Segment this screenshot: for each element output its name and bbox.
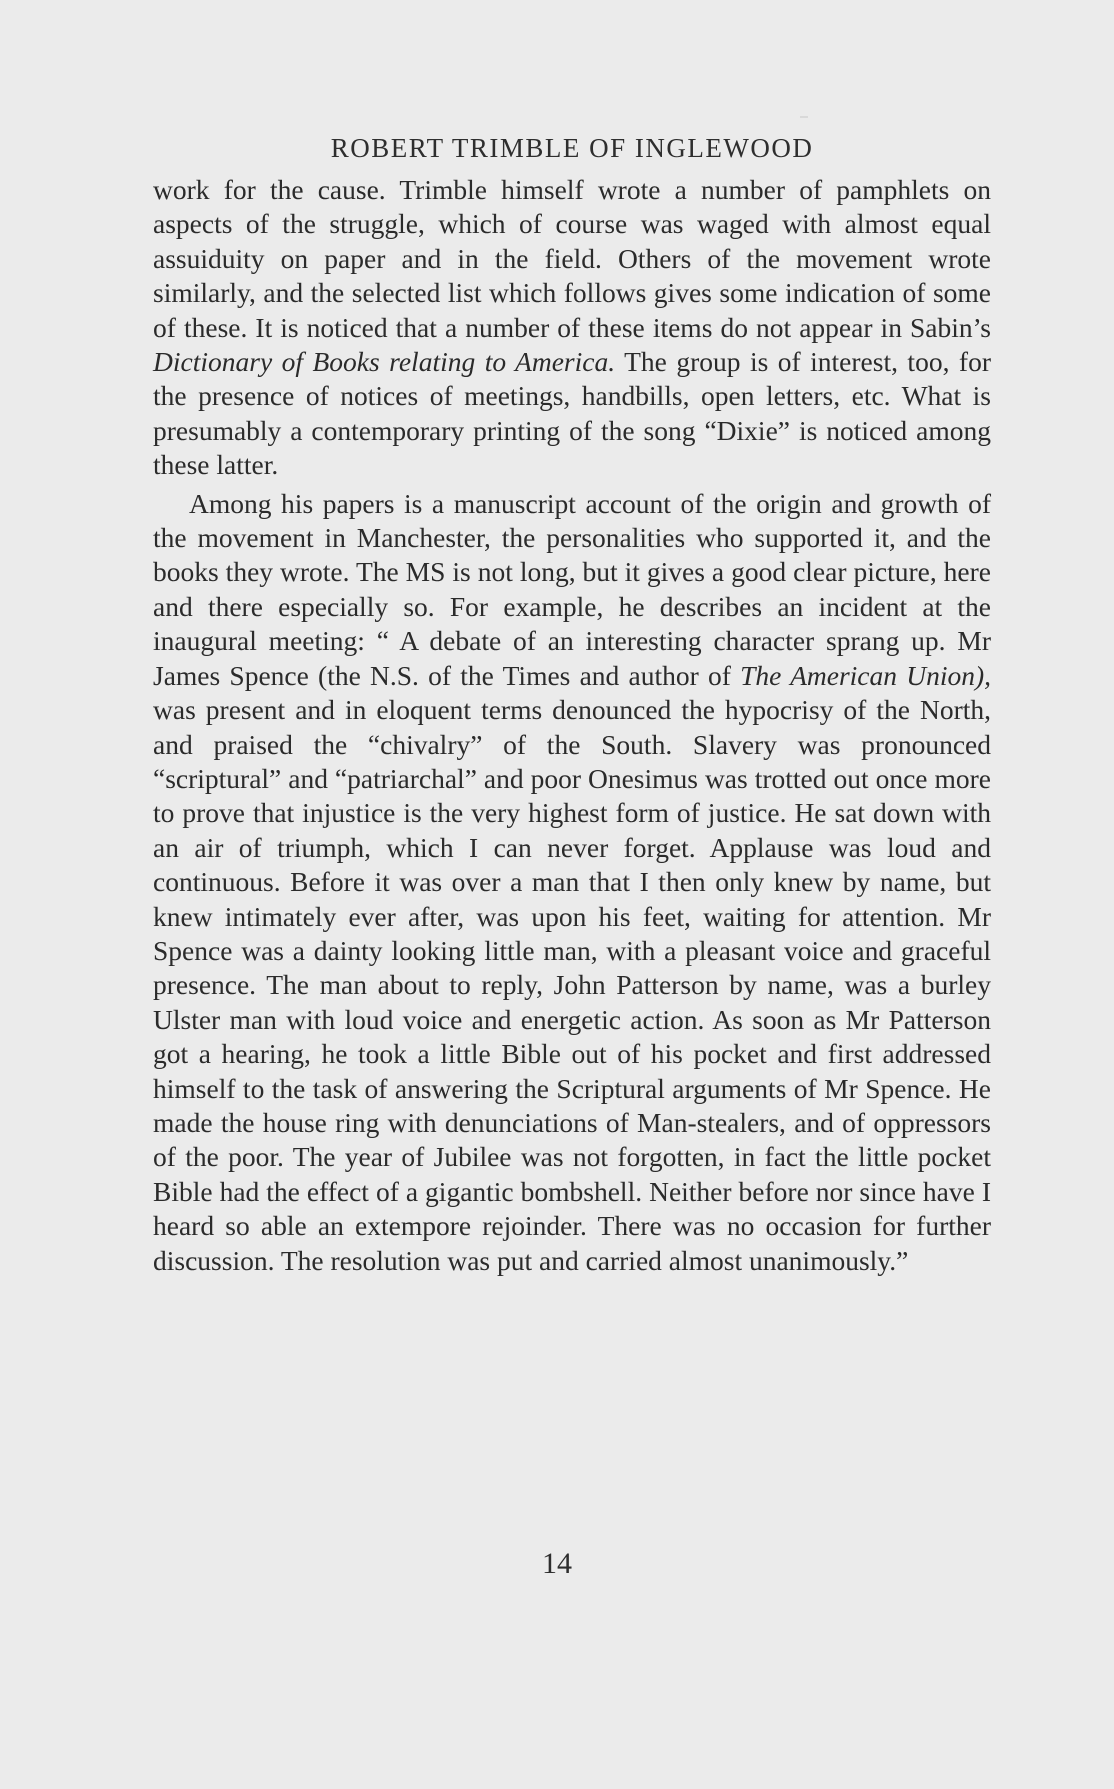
paragraph-2 bbox=[153, 487, 991, 1278]
running-head: ROBERT TRIMBLE OF INGLEWOOD bbox=[330, 133, 814, 163]
paragraph-2-italic-title: The American Union), bbox=[740, 659, 991, 691]
paper-speck bbox=[800, 116, 808, 118]
paragraph-1 bbox=[153, 173, 991, 483]
paragraph-2-text-2: was present and in eloquent terms denounced the hypocrisy of the North, and praised the “chivalry” of the South. Slavery was pronounced “scriptural” and “patriarchal” and poor Onesimus was trotted out once more to prove that injustice is the very highest form of justice. He sat down with an air of triumph, which I can never forget. Applause was loud and continuous. Before it was over a man that I then only knew by name, but knew intimately ever after, was upon his feet, waiting for attention. Mr Spence was a dainty looking little man, with a pleasant voice and graceful presence. The man about to reply, John Patterson by name, was a burley Ulster man with loud voice and energetic action. As soon as Mr Patterson got a hearing, he took a little Bible out of his pocket and first addressed himself to the task of answering the Scriptural arguments of Mr Spence. He made the house ring with denunciations of Man-stealers, and of oppressors of the poor. The year of Jubilee was not forgotten, in fact the little pocket Bible had the effect of a gigantic bombshell. Neither before nor since have I heard so able an extempore rejoinder. There was no occasion for further discussion. The resolution was put and carried almost unanimously.” bbox=[153, 694, 991, 1276]
paragraph-1-text-1: work for the cause. Trimble himself wrote a number of pamphlets on aspects of the struggle, which of course was waged with almost equal assuiduity on paper and in the field. Others of the movement wrote similarly, and the selected list which follows gives some indication of some of these. It is noticed that a number of these items do not appear in Sabin’s bbox=[153, 174, 991, 343]
paragraph-1-text-2: The group is of interest, too, for the presence of notices of meetings, handbills, open letters, etc. What is presumably a contemporary printing of the song “Dixie” is noticed among these latter. bbox=[153, 346, 991, 481]
paragraph-2-text-1: Among his papers is a manuscript account of the origin and growth of the movement in Manchester, the personalities who supported it, and the books they wrote. The MS is not long, but it gives a good clear picture, here and there especially so. For example, he describes an incident at the inaugural meeting: “ A debate of an interesting character sprang up. Mr James Spence (the N.S. of the Times and author of bbox=[153, 487, 991, 691]
page-number: 14 bbox=[542, 1547, 572, 1580]
paragraph-1-italic-title: Dictionary of Books relating to America. bbox=[153, 346, 616, 378]
body-text bbox=[153, 173, 991, 1278]
